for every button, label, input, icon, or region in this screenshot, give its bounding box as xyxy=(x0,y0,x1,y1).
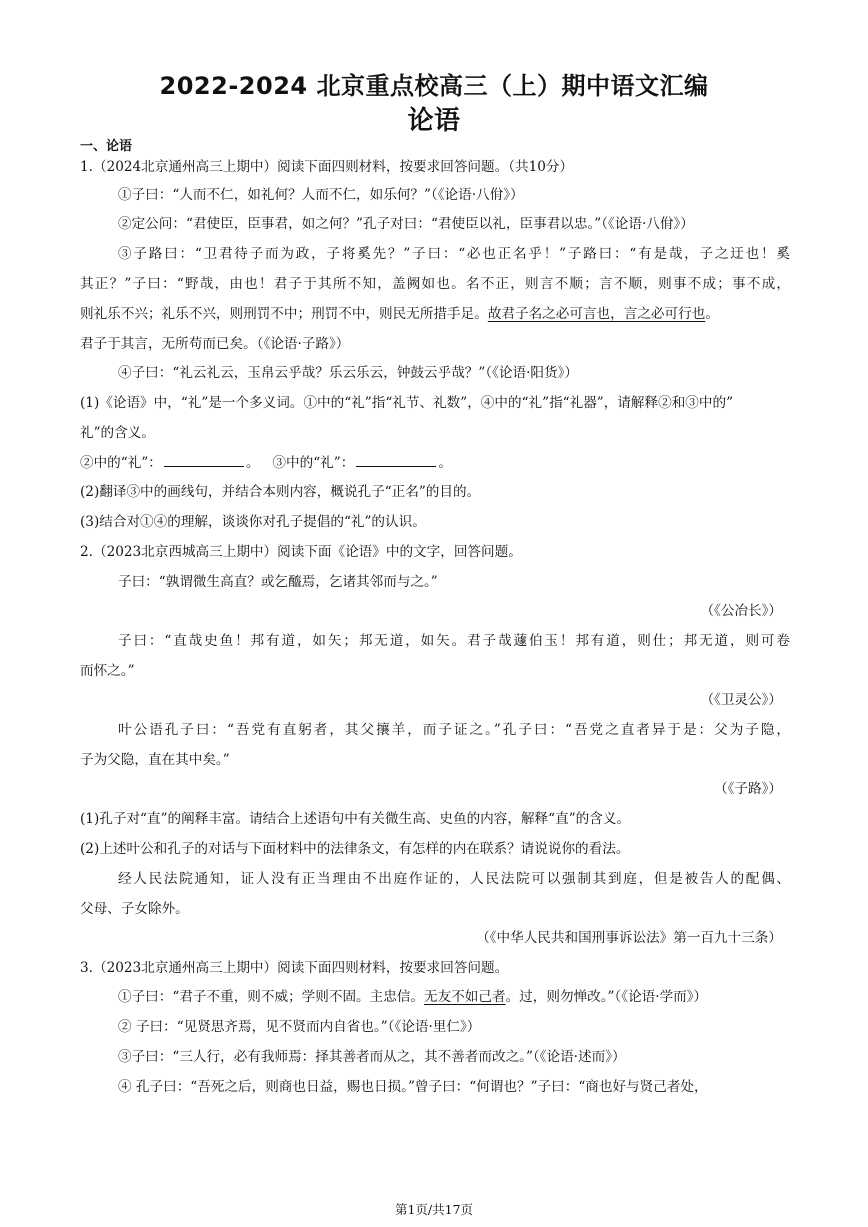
q3-material-1 xyxy=(118,987,790,1007)
q1-underlined-sentence: 故君子名之必可言也，言之必可行也 xyxy=(487,306,706,322)
q2-quote-c-line1: 叶公语孔子曰：“吾党有直躬者，其父攘羊，而子证之。”孔子曰：“吾党之直者异于是：父为子隐， xyxy=(118,722,790,738)
q2-quote-a-source: （《公冶长》） xyxy=(700,603,782,619)
q1-fill-label-a: ②中的“礼”： xyxy=(80,455,162,471)
q1-stem: 1.（2024北京通州高三上期中）阅读下面四则材料，按要求回答问题。（共10分） xyxy=(80,159,574,175)
q3-stem: 3.（2023北京通州高三上期中）阅读下面四则材料，按要求回答问题。 xyxy=(80,960,509,976)
q3-material-1-rest: 。过，则勿惮改。”（《论语·学而》） xyxy=(505,989,708,1005)
q1-part1-line1: (1)《论语》中，“礼”是一个多义词。①中的“礼”指“礼节、礼数”，④中的“礼”指“礼器”，请解释②和③中的” xyxy=(80,395,734,411)
document-title: 2022-2024 北京重点校高三（上）期中语文汇编 xyxy=(159,72,709,100)
q2-quote-b-line2: 而怀之。” xyxy=(80,663,135,679)
q1-material-3-punct: 。 xyxy=(705,306,719,322)
q2-quote-c-line2: 子为父隐，直在其中矣。” xyxy=(80,752,230,768)
document-subtitle: 论语 xyxy=(407,106,461,136)
q3-underlined-phrase: 无友不如己者 xyxy=(424,989,506,1005)
q1-material-1: ①子曰：“人而不仁，如礼何？人而不仁，如乐何？”（《论语·八佾》） xyxy=(118,187,524,203)
q1-fill-end: 。 xyxy=(438,455,452,471)
q2-law-source: （《中华人民共和国刑事诉讼法》第一百九十三条） xyxy=(476,930,782,946)
q1-material-3-line4: 君子于其言，无所苟而已矣。（《论语·子路》） xyxy=(80,336,350,352)
q3-material-1-text: ①子曰：“君子不重，则不威；学则不固。主忠信。 xyxy=(118,989,425,1005)
q2-part2: (2)上述叶公和孔子的对话与下面材料中的法律条文，有怎样的内在联系？请说说你的看法。 xyxy=(80,841,630,857)
q3-material-4: ④ 孔子曰：“吾死之后，则商也日益，赐也日损。”曾子曰：“何谓也？”子曰：“商也好与贤己者处， xyxy=(118,1079,708,1095)
q2-quote-c-source: （《子路》） xyxy=(714,781,782,797)
q1-fill-in xyxy=(80,452,790,473)
section-heading: 一、论语 xyxy=(80,139,133,154)
q1-part2: (2)翻译③中的画线句，并结合本则内容，概说孔子“正名”的目的。 xyxy=(80,484,481,500)
q2-quote-b-line1: 子曰：“直哉史鱼！邦有道，如矢；邦无道，如矢。君子哉蘧伯玉！邦有道，则仕；邦无道，则可卷 xyxy=(118,633,790,649)
q1-material-2: ②定公问：“君使臣，臣事君，如之何？”孔子对曰：“君使臣以礼，臣事君以忠。”（《论语·八佾》） xyxy=(118,216,694,232)
q2-stem: 2.（2023北京西城高三上期中）阅读下面《论语》中的文字，回答问题。 xyxy=(80,544,522,560)
page-number: 第1页/共17页 xyxy=(394,1202,474,1217)
q1-material-3-text: 则礼乐不兴；礼乐不兴，则刑罚不中；刑罚不中，则民无所措手足。 xyxy=(80,306,488,322)
q2-quote-b-source: （《卫灵公》） xyxy=(700,692,782,708)
q1-fill-label-b: 。 ③中的“礼”： xyxy=(245,455,355,471)
q1-material-3-line1: ③子路曰：“卫君待子而为政，子将奚先？”子曰：“必也正名乎！”子路曰：“有是哉，子之迂也！奚 xyxy=(118,246,790,262)
answer-blank-a[interactable] xyxy=(164,452,244,467)
q3-material-2: ② 子曰：“见贤思齐焉，见不贤而内自省也。”（《论语·里仁》） xyxy=(118,1019,481,1035)
q1-material-3-line3 xyxy=(80,304,790,324)
q1-part3: (3)结合对①④的理解，谈谈你对孔子提倡的“礼”的认识。 xyxy=(80,514,426,530)
q1-part1-line2: 礼”的含义。 xyxy=(80,425,155,441)
q2-law-line1: 经人民法院通知，证人没有正当理由不出庭作证的，人民法院可以强制其到庭，但是被告人的配偶、 xyxy=(118,871,790,887)
q2-quote-a: 子曰：“孰谓微生高直？或乞醯焉，乞诸其邻而与之。” xyxy=(118,574,438,590)
answer-blank-b[interactable] xyxy=(356,452,436,467)
q3-material-3: ③子曰：“三人行，必有我师焉：择其善者而从之，其不善者而改之。”（《论语·述而》） xyxy=(118,1049,626,1065)
q1-material-4: ④子曰：“礼云礼云，玉帛云乎哉？乐云乐云，钟鼓云乎哉？”（《论语·阳货》） xyxy=(118,365,579,381)
q1-material-3-line2: 其正？”子曰：“野哉，由也！君子于其所不知，盖阙如也。名不正，则言不顺；言不顺，则事不成；事不成， xyxy=(80,276,790,292)
q2-law-line2: 父母、子女除外。 xyxy=(80,901,189,917)
q2-part1: (1)孔子对“直”的阐释丰富。请结合上述语句中有关微生高、史鱼的内容，解释“直”的含义。 xyxy=(80,811,631,827)
